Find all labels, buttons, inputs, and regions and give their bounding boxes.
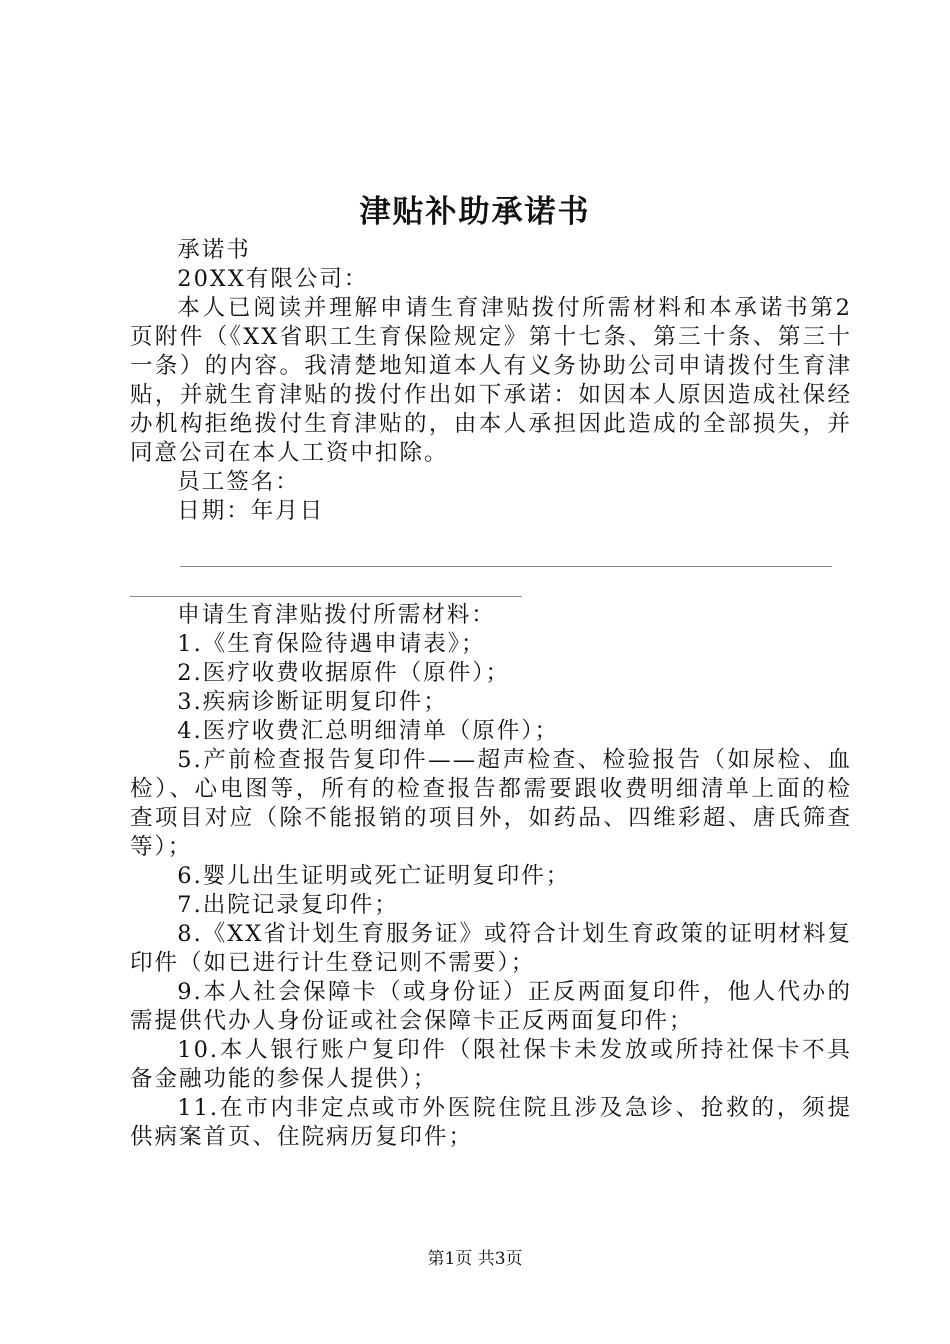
- signature-line: 员工签名：: [177, 469, 300, 495]
- materials-list: [130, 601, 852, 1152]
- commitment-body: [130, 236, 852, 526]
- commitment-paragraph: 本人已阅读并理解申请生育津贴拨付所需材料和本承诺书第2页附件（《XX省职工生育保险规定》第十七条、第三十条、第三十一条）的内容。我清楚地知道本人有义务协助公司申请拨付生育津贴，并就生育津贴的拨付作出如下承诺：如因本人原因造成社保经办机构拒绝拨付生育津贴的，由本人承担因此造成的全部损失，并同意公司在本人工资中扣除。: [130, 295, 852, 466]
- list-item: 11.在市内非定点或市外医院住院且涉及急诊、抢救的，须提供病案首页、住院病历复印件；: [130, 1095, 852, 1150]
- commitment-heading: 承诺书: [177, 237, 251, 263]
- separator-rule-1: [180, 566, 832, 567]
- list-item: 3.疾病诊断证明复印件；: [177, 689, 448, 715]
- separator-rule-2: [130, 596, 522, 597]
- list-item: 2.医疗收费收据原件（原件）；: [177, 660, 510, 686]
- list-item: 6.婴儿出生证明或死亡证明复印件；: [177, 863, 571, 889]
- list-item: 8.《XX省计划生育服务证》或符合计划生育政策的证明材料复印件（如已进行计生登记则不需要）；: [130, 921, 852, 976]
- list-item: 7.出院记录复印件；: [177, 892, 399, 918]
- page-footer: 第1页 共3页: [427, 1249, 523, 1269]
- list-item: 1.《生育保险待遇申请表》；: [177, 631, 486, 657]
- list-item: 10.本人银行账户复印件（限社保卡未发放或所持社保卡不具备金融功能的参保人提供）；: [130, 1037, 852, 1092]
- list-item: 9.本人社会保障卡（或身份证）正反两面复印件，他人代办的需提供代办人身份证或社会保障卡正反两面复印件；: [130, 979, 852, 1034]
- document-title: 津贴补助承诺书: [359, 194, 591, 230]
- list-item: 5.产前检查报告复印件——超声检查、检验报告（如尿检、血检）、心电图等，所有的检查报告都需要跟收费明细清单上面的检查项目对应（除不能报销的项目外，如药品、四维彩超、唐氏筛查等）；: [130, 747, 852, 860]
- list-item: 4.医疗收费汇总明细清单（原件）；: [177, 718, 559, 744]
- materials-heading: 申请生育津贴拨付所需材料：: [177, 602, 496, 628]
- date-line: 日期：年月日: [177, 498, 325, 524]
- recipient-line: 20XX有限公司：: [177, 266, 369, 292]
